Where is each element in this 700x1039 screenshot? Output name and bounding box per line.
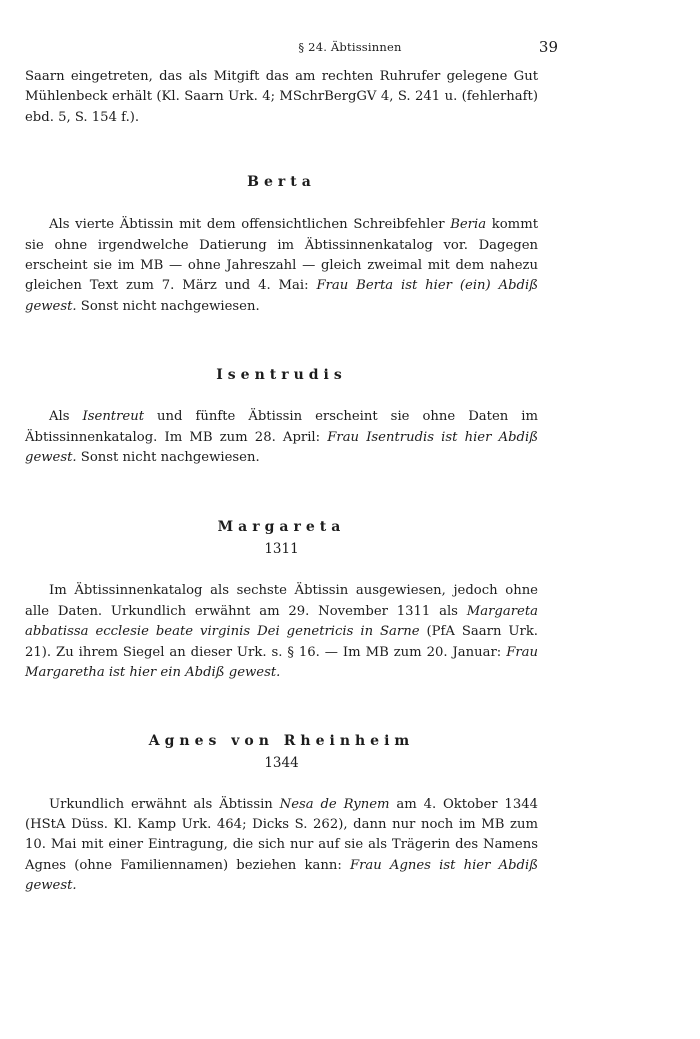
text-run: und fünfte Äbtissin erscheint sie ohne Daten im Äbtissinnenkatalog. Im MB zum 28. April: [25, 409, 539, 445]
section-heading: Margareta [217, 519, 346, 536]
section-isentrudis [25, 365, 538, 468]
section-paragraph [25, 795, 538, 897]
italic-run: Frau Margaretha ist hier ein Abdiß gewest. [25, 644, 538, 681]
section-agnes [25, 731, 538, 897]
section-paragraph [25, 407, 538, 468]
section-year: 1344 [264, 754, 299, 771]
section-year: 1311 [264, 541, 299, 558]
italic-run: Nesa de Rynem [279, 796, 390, 812]
section-paragraph [25, 215, 538, 317]
text-run: Sonst nicht nachgewiesen. [76, 450, 260, 466]
body-text [25, 67, 538, 897]
italic-run: Frau Agnes ist hier Abdiß gewest. [25, 857, 539, 894]
section-berta [25, 172, 538, 317]
text-run: kommt sie ohne irgendwelche Datierung im Äbtissinnenkatalog vor. Dagegen erscheint sie im MB — ohne Jahreszahl — gleich zweimal mit dem nahezu gleichen Text zum 7. März und 4. Mai: [25, 217, 538, 294]
running-title: § 24. Äbtissinnen [298, 40, 402, 54]
italic-run: Isentreut [82, 409, 145, 425]
italic-run: Frau Isentrudis ist hier Abdiß gewest. [25, 429, 538, 466]
italic-run: Beria [450, 217, 487, 233]
text-run: Urkundlich erwähnt als Äbtissin [49, 796, 280, 812]
intro-paragraph: Saarn eingetreten, das als Mitgift das am rechten Ruhrufer gelegene Gut Mühlenbeck erhält (Kl. Saarn Urk. 4; MSchrBergGV 4, S. 241 u. (fehlerhaft) ebd. 5, S. 154 f.). [25, 69, 538, 125]
text-run: Als vierte Äbtissin mit dem offensichtlichen Schreibfehler [49, 217, 451, 233]
section-heading: Isentrudis [216, 367, 347, 384]
italic-run: Frau Berta ist hier (ein) Abdiß gewest. [25, 278, 539, 314]
text-run: Sonst nicht nachgewiesen. [76, 298, 260, 314]
page-number: 39 [538, 38, 558, 56]
section-heading: Agnes von Rheinheim [148, 732, 415, 749]
text-run: (PfA Saarn Urk. 21). Zu ihrem Siegel an dieser Urk. s. § 16. — Im MB zum 20. Januar: [25, 624, 539, 660]
section-paragraph [25, 581, 538, 683]
text-run: am 4. Oktober 1344 (HStA Düss. Kl. Kamp Urk. 464; Dicks S. 262), dann nur noch im MB zum 10. Mai mit einer Eintragung, die sich nur auf sie als Trägerin des Namens Agnes (ohne Familiennamen) beziehen kann: [25, 796, 538, 873]
italic-run: Margareta abbatissa ecclesie beate virginis Dei genetricis in Sarne [25, 603, 538, 640]
running-header [0, 38, 700, 58]
section-heading: Berta [247, 174, 316, 191]
text-run: Als [49, 409, 83, 425]
text-run: Im Äbtissinnenkatalog als sechste Äbtissin ausgewiesen, jedoch ohne alle Daten. Urkundlich erwähnt am 29. November 1311 als [25, 583, 538, 619]
section-margareta [25, 517, 538, 683]
